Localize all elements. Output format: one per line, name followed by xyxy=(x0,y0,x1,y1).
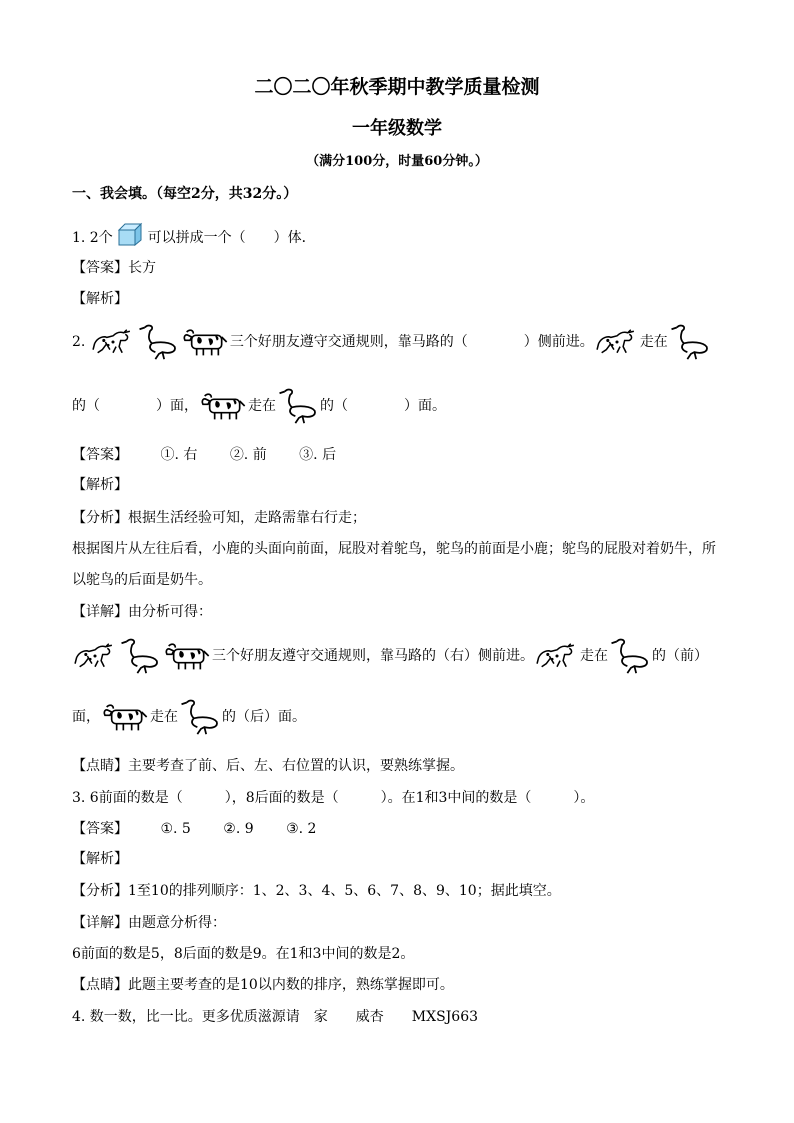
deer-icon xyxy=(72,638,118,674)
q2-filled-line1: 三个好朋友遵守交通规则，靠马路的（右）侧前进。 走在 的（前） xyxy=(72,636,708,676)
cow-icon xyxy=(198,388,248,424)
page-subtitle: 一年级数学 xyxy=(352,118,442,139)
q3-analysis-label: 【解析】 xyxy=(72,851,128,867)
q1-pre: 1. 2个 xyxy=(72,230,113,246)
q3-comment: 【点睛】此题主要考查的是10以内数的排序，熟练掌握即可。 xyxy=(72,977,454,993)
q1-analysis-label: 【解析】 xyxy=(72,291,128,307)
q3-detail: 【详解】由题意分析得： xyxy=(72,915,226,931)
score-time-note: （满分100分，时量60分钟。） xyxy=(306,154,488,169)
ostrich-icon xyxy=(118,636,162,676)
q2-explain-1: 根据图片从左往后看，小鹿的头面向前面，屁股对着鸵鸟，鸵鸟的前面是小鹿；鸵鸟的屁股对着奶牛，所 xyxy=(72,541,716,557)
q1-answer: 【答案】长方 xyxy=(72,260,156,276)
deer-icon xyxy=(594,324,640,360)
q1-post: 可以拼成一个（ ）体． xyxy=(147,230,316,246)
question-2-line1: 2. 三个好朋友遵守交通规则，靠马路的（ ）侧前进。 走在 xyxy=(72,322,712,362)
q2-analysis-label: 【解析】 xyxy=(72,477,128,493)
section-heading: 一、我会填。（每空2分，共32分。） xyxy=(72,186,298,202)
question-1 xyxy=(72,222,316,247)
cow-icon xyxy=(100,699,150,735)
q3-fenxi: 【分析】1至10的排列顺序：1、2、3、4、5、6、7、8、9、10；据此填空。 xyxy=(72,883,561,899)
ostrich-icon xyxy=(136,322,180,362)
q3-answer: 【答案】 ①. 5 ②. 9 ③. 2 xyxy=(72,821,317,837)
cow-icon xyxy=(162,638,212,674)
ostrich-icon xyxy=(276,386,320,426)
q2-filled-line2: 面， 走在 的（后）面。 xyxy=(72,697,306,737)
q2-fenxi: 【分析】根据生活经验可知，走路需靠右行走； xyxy=(72,510,366,526)
q2-explain-2: 以鸵鸟的后面是奶牛。 xyxy=(72,572,212,588)
question-2-line2: 的（ ）面， 走在 的（ ）面。 xyxy=(72,386,446,426)
ostrich-icon xyxy=(608,636,652,676)
ostrich-icon xyxy=(668,322,712,362)
question-3: 3. 6前面的数是（ ），8后面的数是（ ）。在1和3中间的数是（ ）。 xyxy=(72,790,595,806)
page-title: 二〇二〇年秋季期中教学质量检测 xyxy=(254,76,540,98)
deer-icon xyxy=(534,638,580,674)
q2-detail: 【详解】由分析可得： xyxy=(72,604,212,620)
q2-answer: 【答案】 ①. 右 ②. 前 ③. 后 xyxy=(72,447,337,463)
q3-result: 6前面的数是5，8后面的数是9。在1和3中间的数是2。 xyxy=(72,946,415,962)
question-4: 4. 数一数，比一比。更多优质滋源请 家 威杏 MXSJ663 xyxy=(72,1009,479,1025)
ostrich-icon xyxy=(178,697,222,737)
q2-comment: 【点睛】主要考查了前、后、左、右位置的认识，要熟练掌握。 xyxy=(72,758,464,774)
cow-icon xyxy=(180,324,230,360)
cube-icon xyxy=(117,222,143,246)
deer-icon xyxy=(90,324,136,360)
